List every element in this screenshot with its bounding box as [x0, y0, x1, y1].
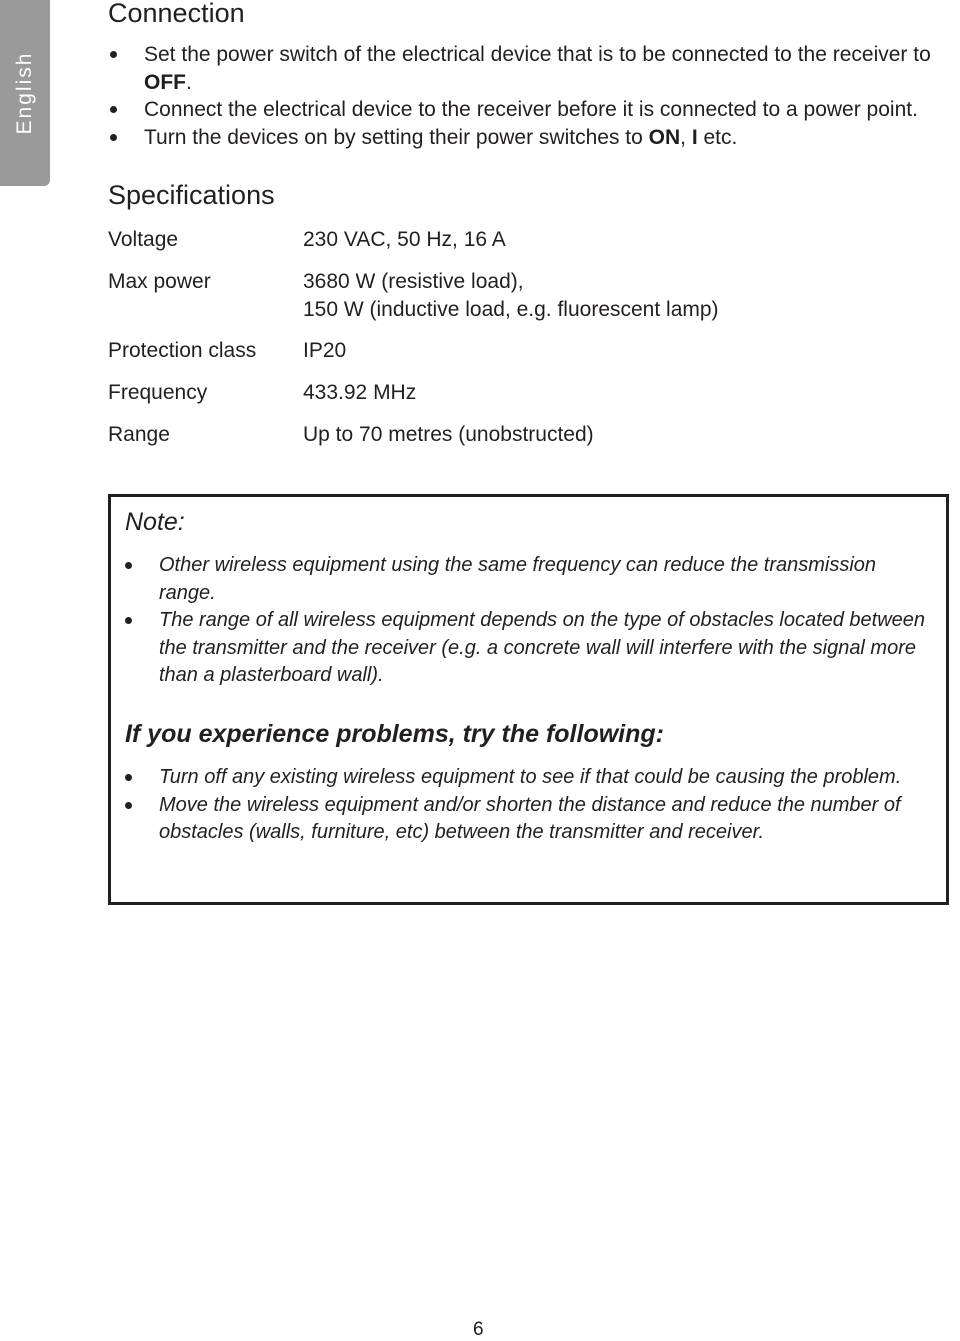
connection-heading: Connection	[108, 0, 245, 28]
connection-list	[108, 41, 960, 151]
spec-value: 433.92 MHz	[303, 381, 417, 404]
spec-value: Up to 70 metres (unobstructed)	[303, 423, 594, 446]
language-tab-label: English	[13, 51, 36, 135]
note-item: Other wireless equipment using the same frequency can reduce the transmission range.	[123, 552, 933, 607]
note-box	[108, 494, 949, 905]
language-tab	[0, 0, 50, 186]
spec-label: Max power	[108, 270, 211, 293]
spec-label: Voltage	[108, 228, 179, 251]
spec-label: Range	[108, 423, 170, 446]
spec-label: Protection class	[108, 339, 257, 362]
note-item: The range of all wireless equipment depends on the type of obstacles located between the transmitter and the receiver (e.g. a concrete wall will interfere with the signal more than a plasterboard wall).	[123, 607, 933, 690]
connection-item: Turn the devices on by setting their power switches to ON, I etc.	[108, 124, 960, 152]
troubleshooting-item: Turn off any existing wireless equipment to see if that could be causing the problem.	[123, 764, 933, 792]
spec-label: Frequency	[108, 381, 208, 404]
troubleshooting-item: Move the wireless equipment and/or shorten the distance and reduce the number of obstacles (walls, furniture, etc) between the transmitter and receiver.	[123, 792, 933, 847]
connection-item: Connect the electrical device to the receiver before it is connected to a power point.	[108, 96, 960, 124]
specifications-heading: Specifications	[108, 180, 275, 210]
note-heading: Note:	[125, 508, 185, 536]
spec-value: 3680 W (resistive load), 150 W (inductive load, e.g. fluorescent lamp)	[303, 270, 719, 321]
note-list	[123, 552, 933, 690]
connection-item: Set the power switch of the electrical device that is to be connected to the receiver to OFF.	[108, 41, 960, 96]
troubleshooting-heading: If you experience problems, try the following:	[125, 720, 664, 748]
troubleshooting-list	[123, 764, 933, 847]
page-number: 6	[473, 1319, 484, 1340]
spec-value: IP20	[303, 339, 347, 362]
spec-value: 230 VAC, 50 Hz, 16 A	[303, 228, 506, 251]
